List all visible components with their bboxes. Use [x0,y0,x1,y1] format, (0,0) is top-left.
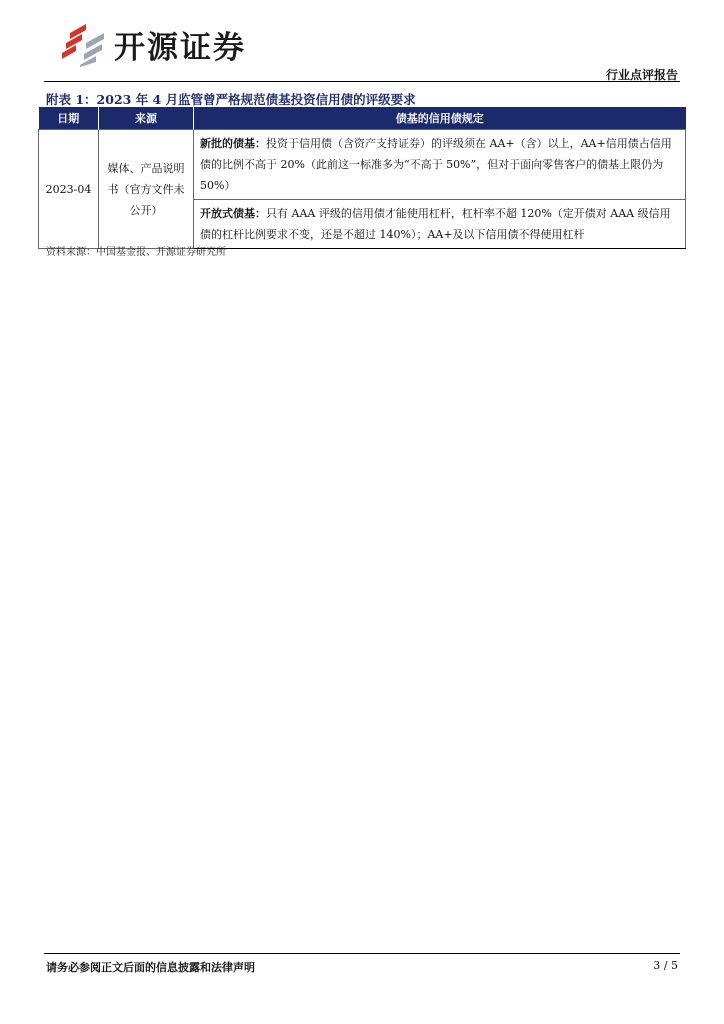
rule-text: 投资于信用债（含资产支持证券）的评级须在 AA+（含）以上，AA+信用债占信用债的比例不高于 20%（此前这一标准多为“不高于 50%”，但对于面向零售客户的债基上限仍为 50%） [200,137,672,192]
footer-divider [44,953,680,954]
disclaimer: 请务必参阅正文后面的信息披露和法律声明 [46,961,255,974]
header-divider [44,81,680,82]
table-title: 附表 1：2023 年 4 月监管曾严格规范债基投资信用债的评级要求 [46,92,416,107]
column-header-date: 日期 [39,107,99,130]
date-cell: 2023-04 [39,130,99,249]
rule-cell [194,130,686,200]
page-number: 3 / 5 [653,959,678,972]
source-cell: 媒体、产品说明书（官方文件未公开） [99,130,194,249]
rule-label: 新批的债基： [200,137,266,150]
column-header-rule: 债基的信用债规定 [194,107,686,130]
table-header-row [39,107,686,130]
source-note: 资料来源：中国基金报、开源证券研究所 [46,247,226,258]
company-logo [56,22,246,67]
table-row [39,130,686,200]
regulation-table [38,107,686,249]
rule-cell [194,200,686,249]
rule-label: 开放式债基： [200,207,266,220]
column-header-source: 来源 [99,107,194,130]
company-name: 开源证券 [114,30,246,66]
rule-text: 只有 AAA 评级的信用债才能使用杠杆，杠杆率不超 120%（定开债对 AAA 级信用债的杠杆比例要求不变，还是不超过 140%）；AA+及以下信用债不得使用杠杆 [200,207,671,241]
logo-mark-icon [56,23,106,67]
report-type: 行业点评报告 [605,68,678,82]
